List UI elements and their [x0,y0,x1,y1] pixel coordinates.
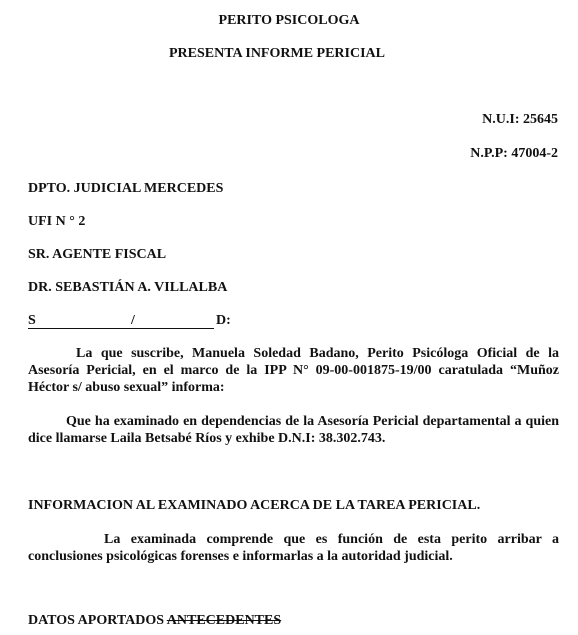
document-subtitle: PRESENTA INFORME PERICIAL [169,46,385,61]
sd-underline [28,328,214,329]
section-heading-information: INFORMACION AL EXAMINADO ACERCA DE LA TAREA PERICIAL. [28,498,481,513]
ufi-number: UFI N ° 2 [28,214,86,229]
document-title: PERITO PSICOLOGA [218,13,360,28]
section-information-text: La examinada comprende que es función de esta perito arribar a conclusiones psicológicas forenses e informarlas a la autoridad judicial. [28,532,559,564]
fiscal-agent: SR. AGENTE FISCAL [28,247,167,262]
sd-d: D: [216,313,231,328]
npp-number: N.P.P: 47004-2 [470,146,558,161]
section-heading-data [28,612,281,630]
sd-slash: / [131,313,135,328]
fiscal-name: DR. SEBASTIÁN A. VILLALBA [28,280,228,295]
nui-number: N.U.I: 25645 [482,112,558,127]
intro-paragraph: La que suscribe, Manuela Soledad Badano, Perito Psicóloga Oficial de la Asesoría Pericial, en el marco de la IPP N° 09-00-001875-19/00 caratulada “Muñoz Héctor s/ abuso sexual” informa: [28,346,559,395]
judicial-department: DPTO. JUDICIAL MERCEDES [28,181,224,196]
heading-data-part2: ANTECEDENTES [166,613,282,628]
heading-data-part1: DATOS APORTADOS [28,613,165,628]
examined-paragraph: Que ha examinado en dependencias de la Asesoría Pericial departamental a quien dice llamarse Laila Betsabé Ríos y exhibe D.N.I: 38.302.743. [28,414,559,446]
sd-salutation [28,312,238,330]
sd-s: S [28,313,36,328]
